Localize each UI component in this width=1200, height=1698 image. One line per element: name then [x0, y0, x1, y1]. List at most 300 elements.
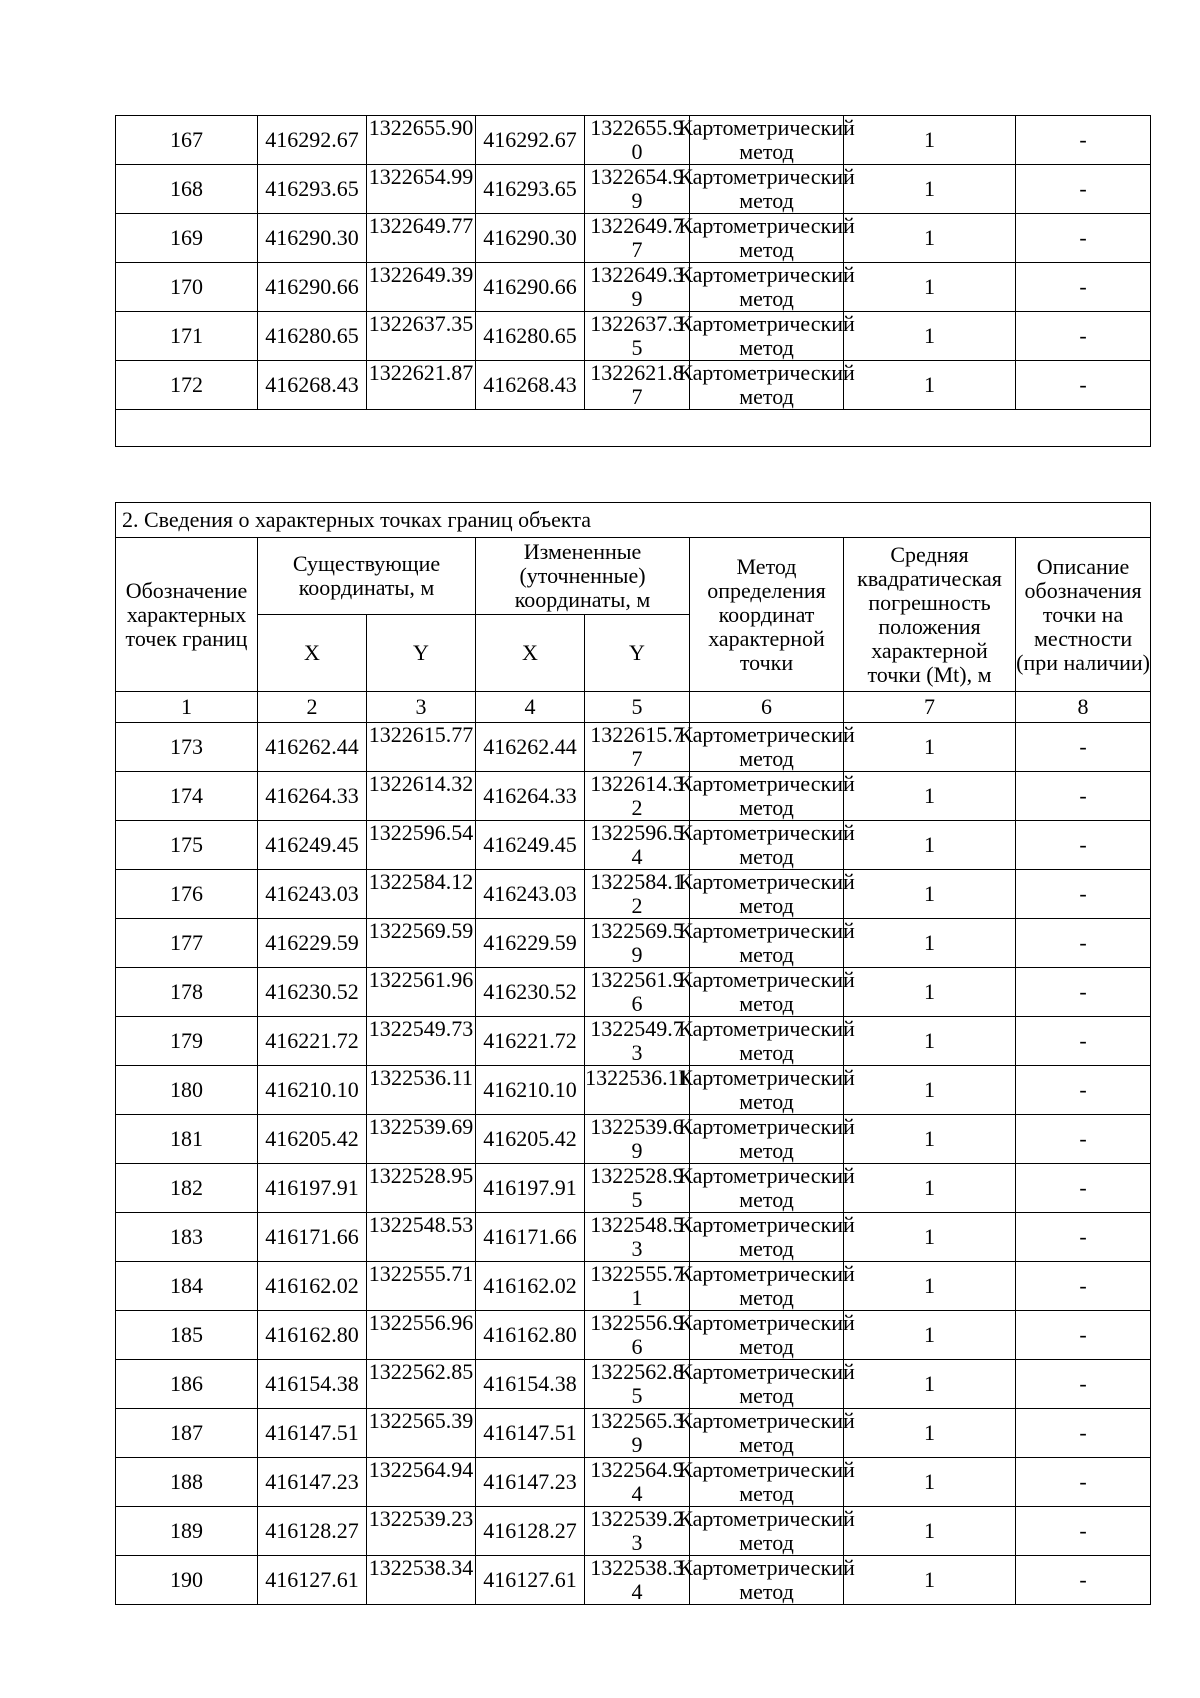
- error-cell: 1: [844, 919, 1016, 968]
- method-cell-box: [678, 311, 855, 360]
- error-cell: 1: [844, 821, 1016, 870]
- method-cell-text: Картометрический метод: [678, 722, 855, 771]
- method-cell-text: Картометрический метод: [678, 1408, 855, 1457]
- existing-y-cell-box: [367, 1017, 475, 1065]
- table-row: [116, 1409, 1151, 1458]
- existing-x-cell: 416262.44: [258, 723, 367, 772]
- existing-y-cell-box: [367, 165, 475, 213]
- table1-body: [116, 116, 1151, 410]
- existing-y-cell-text: 1322569.59: [368, 918, 474, 943]
- table-row: [116, 1017, 1151, 1066]
- existing-y-cell-text: 1322655.90: [368, 115, 474, 140]
- description-cell: -: [1016, 1066, 1151, 1115]
- point-number-cell: 185: [116, 1311, 258, 1360]
- changed-y-cell: [585, 165, 690, 214]
- existing-y-cell: [367, 1409, 476, 1458]
- method-cell: [678, 771, 855, 821]
- existing-y-cell: [367, 312, 476, 361]
- method-cell: [678, 1114, 855, 1164]
- changed-y-cell: [585, 1409, 690, 1458]
- changed-x-cell: 416197.91: [476, 1164, 585, 1213]
- table-row: [116, 772, 1151, 821]
- changed-y-cell-text: 1322654.99: [590, 164, 684, 213]
- changed-x-cell: 416162.80: [476, 1311, 585, 1360]
- changed-y-cell-box: [585, 1556, 689, 1604]
- changed-y-cell-box: [585, 1311, 689, 1359]
- table-row: [116, 1164, 1151, 1213]
- method-cell-box: [678, 722, 855, 771]
- existing-y-cell-box: [367, 1262, 475, 1310]
- existing-y-cell-box: [367, 723, 475, 771]
- point-number-cell: 186: [116, 1360, 258, 1409]
- description-cell: -: [1016, 1360, 1151, 1409]
- table-row: [116, 1066, 1151, 1115]
- description-cell: -: [1016, 1556, 1151, 1605]
- error-cell: 1: [844, 1409, 1016, 1458]
- error-cell: 1: [844, 772, 1016, 821]
- method-cell: [678, 1212, 855, 1262]
- method-cell-box: [678, 869, 855, 918]
- changed-y-cell-text: 1322655.90: [590, 115, 684, 164]
- existing-y-cell-text: 1322562.85: [368, 1359, 474, 1384]
- changed-y-cell: [585, 723, 690, 772]
- changed-x-cell: 416268.43: [476, 361, 585, 410]
- method-cell: [678, 918, 855, 968]
- existing-y-cell: [367, 968, 476, 1017]
- method-cell: [678, 213, 855, 263]
- existing-y-cell-box: [367, 919, 475, 967]
- changed-x-cell: 416147.23: [476, 1458, 585, 1507]
- error-cell: 1: [844, 723, 1016, 772]
- error-cell: 1: [844, 968, 1016, 1017]
- point-number-cell: 181: [116, 1115, 258, 1164]
- existing-y-cell-box: [367, 214, 475, 262]
- existing-y-cell-box: [367, 772, 475, 820]
- method-cell: [678, 1016, 855, 1066]
- changed-y-cell-box: [585, 1066, 689, 1114]
- existing-x-cell: 416249.45: [258, 821, 367, 870]
- method-cell-text: Картометрический метод: [678, 918, 855, 967]
- existing-y-cell-text: 1322528.95: [368, 1163, 474, 1188]
- method-cell-box: [678, 360, 855, 409]
- table-row: [116, 165, 1151, 214]
- method-cell-text: Картометрический метод: [678, 1114, 855, 1163]
- changed-x-cell: 416171.66: [476, 1213, 585, 1262]
- method-cell-box: [678, 918, 855, 967]
- existing-x-cell: 416280.65: [258, 312, 367, 361]
- existing-y-cell: [367, 821, 476, 870]
- changed-x-cell: 416229.59: [476, 919, 585, 968]
- changed-x-cell: 416162.02: [476, 1262, 585, 1311]
- method-cell-box: [678, 967, 855, 1016]
- method-cell-text: Картометрический метод: [678, 262, 855, 311]
- description-cell: -: [1016, 1017, 1151, 1066]
- existing-y-cell-box: [367, 1311, 475, 1359]
- point-number-cell: 167: [116, 116, 258, 165]
- existing-y-cell: [367, 165, 476, 214]
- table-row: [116, 1458, 1151, 1507]
- changed-y-cell-box: [585, 1115, 689, 1163]
- method-cell: [678, 1359, 855, 1409]
- point-number-cell: 184: [116, 1262, 258, 1311]
- empty-row: [116, 410, 1151, 447]
- boundary-points-table-continued: [115, 115, 1151, 447]
- table-row: [116, 1507, 1151, 1556]
- existing-y-cell-text: 1322654.99: [368, 164, 474, 189]
- method-cell-box: [678, 1261, 855, 1310]
- error-cell: 1: [844, 214, 1016, 263]
- existing-x-cell: 416229.59: [258, 919, 367, 968]
- changed-y-cell-text: 1322548.53: [590, 1212, 684, 1261]
- changed-x-cell: 416154.38: [476, 1360, 585, 1409]
- changed-y-cell: [585, 1507, 690, 1556]
- table-row: [116, 919, 1151, 968]
- existing-y-cell-text: 1322561.96: [368, 967, 474, 992]
- changed-y-cell: [585, 1458, 690, 1507]
- existing-x-cell: 416128.27: [258, 1507, 367, 1556]
- table-title: 2. Сведения о характерных точках границ объекта: [116, 503, 1151, 538]
- header-changed-y: Y: [585, 615, 690, 692]
- changed-y-cell: [585, 968, 690, 1017]
- changed-y-cell: [585, 870, 690, 919]
- point-number-cell: 168: [116, 165, 258, 214]
- method-cell: [678, 115, 855, 165]
- changed-x-cell: 416128.27: [476, 1507, 585, 1556]
- existing-y-cell-text: 1322548.53: [368, 1212, 474, 1237]
- existing-x-cell: 416147.23: [258, 1458, 367, 1507]
- changed-y-cell-box: [585, 214, 689, 262]
- table2-header: [116, 503, 1151, 723]
- changed-x-cell: 416230.52: [476, 968, 585, 1017]
- existing-x-cell: 416290.66: [258, 263, 367, 312]
- method-cell: [678, 311, 855, 361]
- existing-x-cell: 416162.80: [258, 1311, 367, 1360]
- existing-x-cell: 416197.91: [258, 1164, 367, 1213]
- changed-y-cell-text: 1322596.54: [590, 820, 684, 869]
- method-cell-box: [678, 1506, 855, 1555]
- changed-y-cell-text: 1322569.59: [590, 918, 684, 967]
- description-cell: -: [1016, 870, 1151, 919]
- existing-y-cell-text: 1322584.12: [368, 869, 474, 894]
- existing-y-cell-text: 1322538.34: [368, 1555, 474, 1580]
- description-cell: -: [1016, 1262, 1151, 1311]
- header-changed-x: X: [476, 615, 585, 692]
- existing-x-cell: 416205.42: [258, 1115, 367, 1164]
- existing-y-cell: [367, 214, 476, 263]
- point-number-cell: 182: [116, 1164, 258, 1213]
- changed-y-cell: [585, 1017, 690, 1066]
- changed-y-cell-box: [585, 1458, 689, 1506]
- changed-y-cell: [585, 772, 690, 821]
- existing-y-cell: [367, 1213, 476, 1262]
- existing-y-cell-box: [367, 1360, 475, 1408]
- error-cell: 1: [844, 1360, 1016, 1409]
- existing-x-cell: 416243.03: [258, 870, 367, 919]
- table-row: [116, 312, 1151, 361]
- changed-x-cell: 416221.72: [476, 1017, 585, 1066]
- method-cell: [678, 1506, 855, 1556]
- table-title-row: [116, 503, 1151, 538]
- existing-y-cell: [367, 1164, 476, 1213]
- changed-y-cell-box: [585, 919, 689, 967]
- changed-y-cell: [585, 1311, 690, 1360]
- existing-y-cell-box: [367, 1115, 475, 1163]
- existing-y-cell-text: 1322539.69: [368, 1114, 474, 1139]
- method-cell-box: [678, 1114, 855, 1163]
- column-number: 4: [476, 692, 585, 723]
- column-number: 2: [258, 692, 367, 723]
- existing-y-cell: [367, 772, 476, 821]
- method-cell-text: Картометрический метод: [678, 1163, 855, 1212]
- existing-x-cell: 416292.67: [258, 116, 367, 165]
- description-cell: -: [1016, 263, 1151, 312]
- method-cell-text: Картометрический метод: [678, 1457, 855, 1506]
- existing-y-cell-box: [367, 1556, 475, 1604]
- method-cell-box: [678, 213, 855, 262]
- existing-x-cell: 416210.10: [258, 1066, 367, 1115]
- method-cell-box: [678, 1408, 855, 1457]
- existing-y-cell-text: 1322649.39: [368, 262, 474, 287]
- existing-y-cell-box: [367, 312, 475, 360]
- existing-y-cell-box: [367, 1213, 475, 1261]
- point-number-cell: 171: [116, 312, 258, 361]
- point-number-cell: 178: [116, 968, 258, 1017]
- point-number-cell: 180: [116, 1066, 258, 1115]
- changed-y-cell: [585, 1262, 690, 1311]
- method-cell-text: Картометрический метод: [678, 771, 855, 820]
- method-cell-text: Картометрический метод: [678, 1016, 855, 1065]
- table-row: [116, 1360, 1151, 1409]
- error-cell: 1: [844, 312, 1016, 361]
- existing-y-cell-text: 1322637.35: [368, 311, 474, 336]
- existing-y-cell-box: [367, 870, 475, 918]
- method-cell: [678, 1310, 855, 1360]
- description-cell: -: [1016, 772, 1151, 821]
- changed-y-cell-text: 1322555.71: [590, 1261, 684, 1310]
- changed-y-cell: [585, 1556, 690, 1605]
- changed-y-cell-text: 1322561.96: [590, 967, 684, 1016]
- table-row: [116, 821, 1151, 870]
- description-cell: -: [1016, 1115, 1151, 1164]
- changed-y-cell-text: 1322649.77: [590, 213, 684, 262]
- method-cell-box: [678, 1359, 855, 1408]
- existing-y-cell-text: 1322539.23: [368, 1506, 474, 1531]
- point-number-cell: 172: [116, 361, 258, 410]
- point-number-cell: 174: [116, 772, 258, 821]
- method-cell-box: [678, 164, 855, 213]
- method-cell: [678, 1261, 855, 1311]
- existing-x-cell: 416127.61: [258, 1556, 367, 1605]
- existing-y-cell: [367, 263, 476, 312]
- changed-y-cell-text: 1322621.87: [590, 360, 684, 409]
- error-cell: 1: [844, 116, 1016, 165]
- error-cell: 1: [844, 1066, 1016, 1115]
- existing-y-cell-text: 1322549.73: [368, 1016, 474, 1041]
- method-cell: [678, 1065, 855, 1115]
- method-cell-box: [678, 1212, 855, 1261]
- table-row: [116, 361, 1151, 410]
- method-cell: [678, 1163, 855, 1213]
- method-cell-box: [678, 1310, 855, 1359]
- error-cell: 1: [844, 1213, 1016, 1262]
- header-existing-y: Y: [367, 615, 476, 692]
- existing-y-cell-text: 1322555.71: [368, 1261, 474, 1286]
- existing-y-cell-box: [367, 968, 475, 1016]
- changed-y-cell: [585, 1066, 690, 1115]
- method-cell-box: [678, 1065, 855, 1114]
- changed-y-cell-text: 1322615.77: [590, 722, 684, 771]
- changed-y-cell-box: [585, 821, 689, 869]
- changed-x-cell: 416205.42: [476, 1115, 585, 1164]
- error-cell: 1: [844, 1262, 1016, 1311]
- existing-y-cell: [367, 1017, 476, 1066]
- column-number: 3: [367, 692, 476, 723]
- existing-x-cell: 416293.65: [258, 165, 367, 214]
- changed-y-cell-box: [585, 968, 689, 1016]
- changed-y-cell-box: [585, 723, 689, 771]
- existing-y-cell: [367, 1066, 476, 1115]
- point-number-cell: 175: [116, 821, 258, 870]
- error-cell: 1: [844, 1458, 1016, 1507]
- description-cell: -: [1016, 968, 1151, 1017]
- existing-x-cell: 416268.43: [258, 361, 367, 410]
- existing-y-cell-text: 1322596.54: [368, 820, 474, 845]
- column-number: 8: [1016, 692, 1151, 723]
- method-cell: [678, 262, 855, 312]
- method-cell-text: Картометрический метод: [678, 1261, 855, 1310]
- changed-y-cell-text: 1322564.94: [590, 1457, 684, 1506]
- error-cell: 1: [844, 1311, 1016, 1360]
- error-cell: 1: [844, 1164, 1016, 1213]
- table-row: [116, 1115, 1151, 1164]
- existing-y-cell: [367, 870, 476, 919]
- method-cell-text: Картометрический метод: [678, 1065, 855, 1114]
- column-number: 6: [690, 692, 844, 723]
- description-cell: -: [1016, 821, 1151, 870]
- existing-y-cell: [367, 116, 476, 165]
- method-cell-text: Картометрический метод: [678, 311, 855, 360]
- method-cell-text: Картометрический метод: [678, 1506, 855, 1555]
- existing-y-cell-text: 1322615.77: [368, 722, 474, 747]
- changed-y-cell-box: [585, 1507, 689, 1555]
- changed-y-cell-text: 1322562.85: [590, 1359, 684, 1408]
- changed-y-cell: [585, 1164, 690, 1213]
- table-row: [116, 1311, 1151, 1360]
- point-number-cell: 169: [116, 214, 258, 263]
- error-cell: 1: [844, 1017, 1016, 1066]
- changed-y-cell: [585, 919, 690, 968]
- changed-x-cell: 416280.65: [476, 312, 585, 361]
- point-number-cell: 173: [116, 723, 258, 772]
- point-number-cell: 189: [116, 1507, 258, 1556]
- table2-body: [116, 723, 1151, 1605]
- changed-y-cell-box: [585, 165, 689, 213]
- method-cell-text: Картометрический метод: [678, 1310, 855, 1359]
- existing-y-cell: [367, 1507, 476, 1556]
- description-cell: -: [1016, 312, 1151, 361]
- changed-y-cell-box: [585, 870, 689, 918]
- header-method: Метод определения координат характерной точки: [690, 538, 844, 692]
- changed-x-cell: 416262.44: [476, 723, 585, 772]
- method-cell-box: [678, 1555, 855, 1604]
- existing-x-cell: 416171.66: [258, 1213, 367, 1262]
- table-row: [116, 723, 1151, 772]
- method-cell-text: Картометрический метод: [678, 213, 855, 262]
- method-cell: [678, 1408, 855, 1458]
- method-cell-box: [678, 820, 855, 869]
- existing-y-cell-box: [367, 1409, 475, 1457]
- boundary-points-table: [115, 502, 1151, 1605]
- error-cell: 1: [844, 1507, 1016, 1556]
- existing-y-cell: [367, 1360, 476, 1409]
- method-cell-text: Картометрический метод: [678, 1359, 855, 1408]
- existing-y-cell-text: 1322649.77: [368, 213, 474, 238]
- error-cell: 1: [844, 1115, 1016, 1164]
- existing-y-cell-text: 1322565.39: [368, 1408, 474, 1433]
- existing-y-cell: [367, 1115, 476, 1164]
- header-changed-coordinates: Измененные (уточненные) координаты, м: [476, 538, 690, 615]
- table-row: [116, 116, 1151, 165]
- changed-y-cell: [585, 116, 690, 165]
- existing-x-cell: 416147.51: [258, 1409, 367, 1458]
- column-number: 5: [585, 692, 690, 723]
- existing-y-cell-box: [367, 116, 475, 164]
- existing-y-cell: [367, 723, 476, 772]
- header-designation: Обозначение характерных точек границ: [116, 538, 258, 692]
- existing-y-cell-box: [367, 1164, 475, 1212]
- changed-y-cell-text: 1322565.39: [590, 1408, 684, 1457]
- method-cell-text: Картометрический метод: [678, 115, 855, 164]
- method-cell-box: [678, 771, 855, 820]
- changed-y-cell-box: [585, 312, 689, 360]
- changed-y-cell-text: 1322528.95: [590, 1163, 684, 1212]
- method-cell-box: [678, 115, 855, 164]
- method-cell-box: [678, 1163, 855, 1212]
- changed-y-cell-box: [585, 1262, 689, 1310]
- changed-y-cell-box: [585, 1164, 689, 1212]
- method-cell-box: [678, 1016, 855, 1065]
- error-cell: 1: [844, 361, 1016, 410]
- column-number: 1: [116, 692, 258, 723]
- method-cell: [678, 967, 855, 1017]
- table-row: [116, 263, 1151, 312]
- changed-x-cell: 416290.66: [476, 263, 585, 312]
- existing-y-cell-text: 1322564.94: [368, 1457, 474, 1482]
- changed-y-cell-text: 1322536.11: [585, 1065, 689, 1090]
- existing-y-cell: [367, 1556, 476, 1605]
- existing-y-cell-box: [367, 361, 475, 409]
- changed-x-cell: 416249.45: [476, 821, 585, 870]
- changed-y-cell-box: [585, 1017, 689, 1065]
- changed-y-cell: [585, 1213, 690, 1262]
- column-number: 7: [844, 692, 1016, 723]
- description-cell: -: [1016, 361, 1151, 410]
- changed-y-cell-box: [585, 361, 689, 409]
- point-number-cell: 177: [116, 919, 258, 968]
- changed-y-cell-text: 1322637.35: [590, 311, 684, 360]
- header-error: Средняя квадратическая погрешность положения характерной точки (Mt), м: [844, 538, 1016, 692]
- point-number-cell: 183: [116, 1213, 258, 1262]
- changed-y-cell-box: [585, 1213, 689, 1261]
- changed-y-cell: [585, 361, 690, 410]
- existing-y-cell-text: 1322621.87: [368, 360, 474, 385]
- method-cell: [678, 1555, 855, 1605]
- error-cell: 1: [844, 165, 1016, 214]
- changed-y-cell: [585, 821, 690, 870]
- changed-y-cell: [585, 1360, 690, 1409]
- existing-y-cell-text: 1322556.96: [368, 1310, 474, 1335]
- existing-y-cell: [367, 361, 476, 410]
